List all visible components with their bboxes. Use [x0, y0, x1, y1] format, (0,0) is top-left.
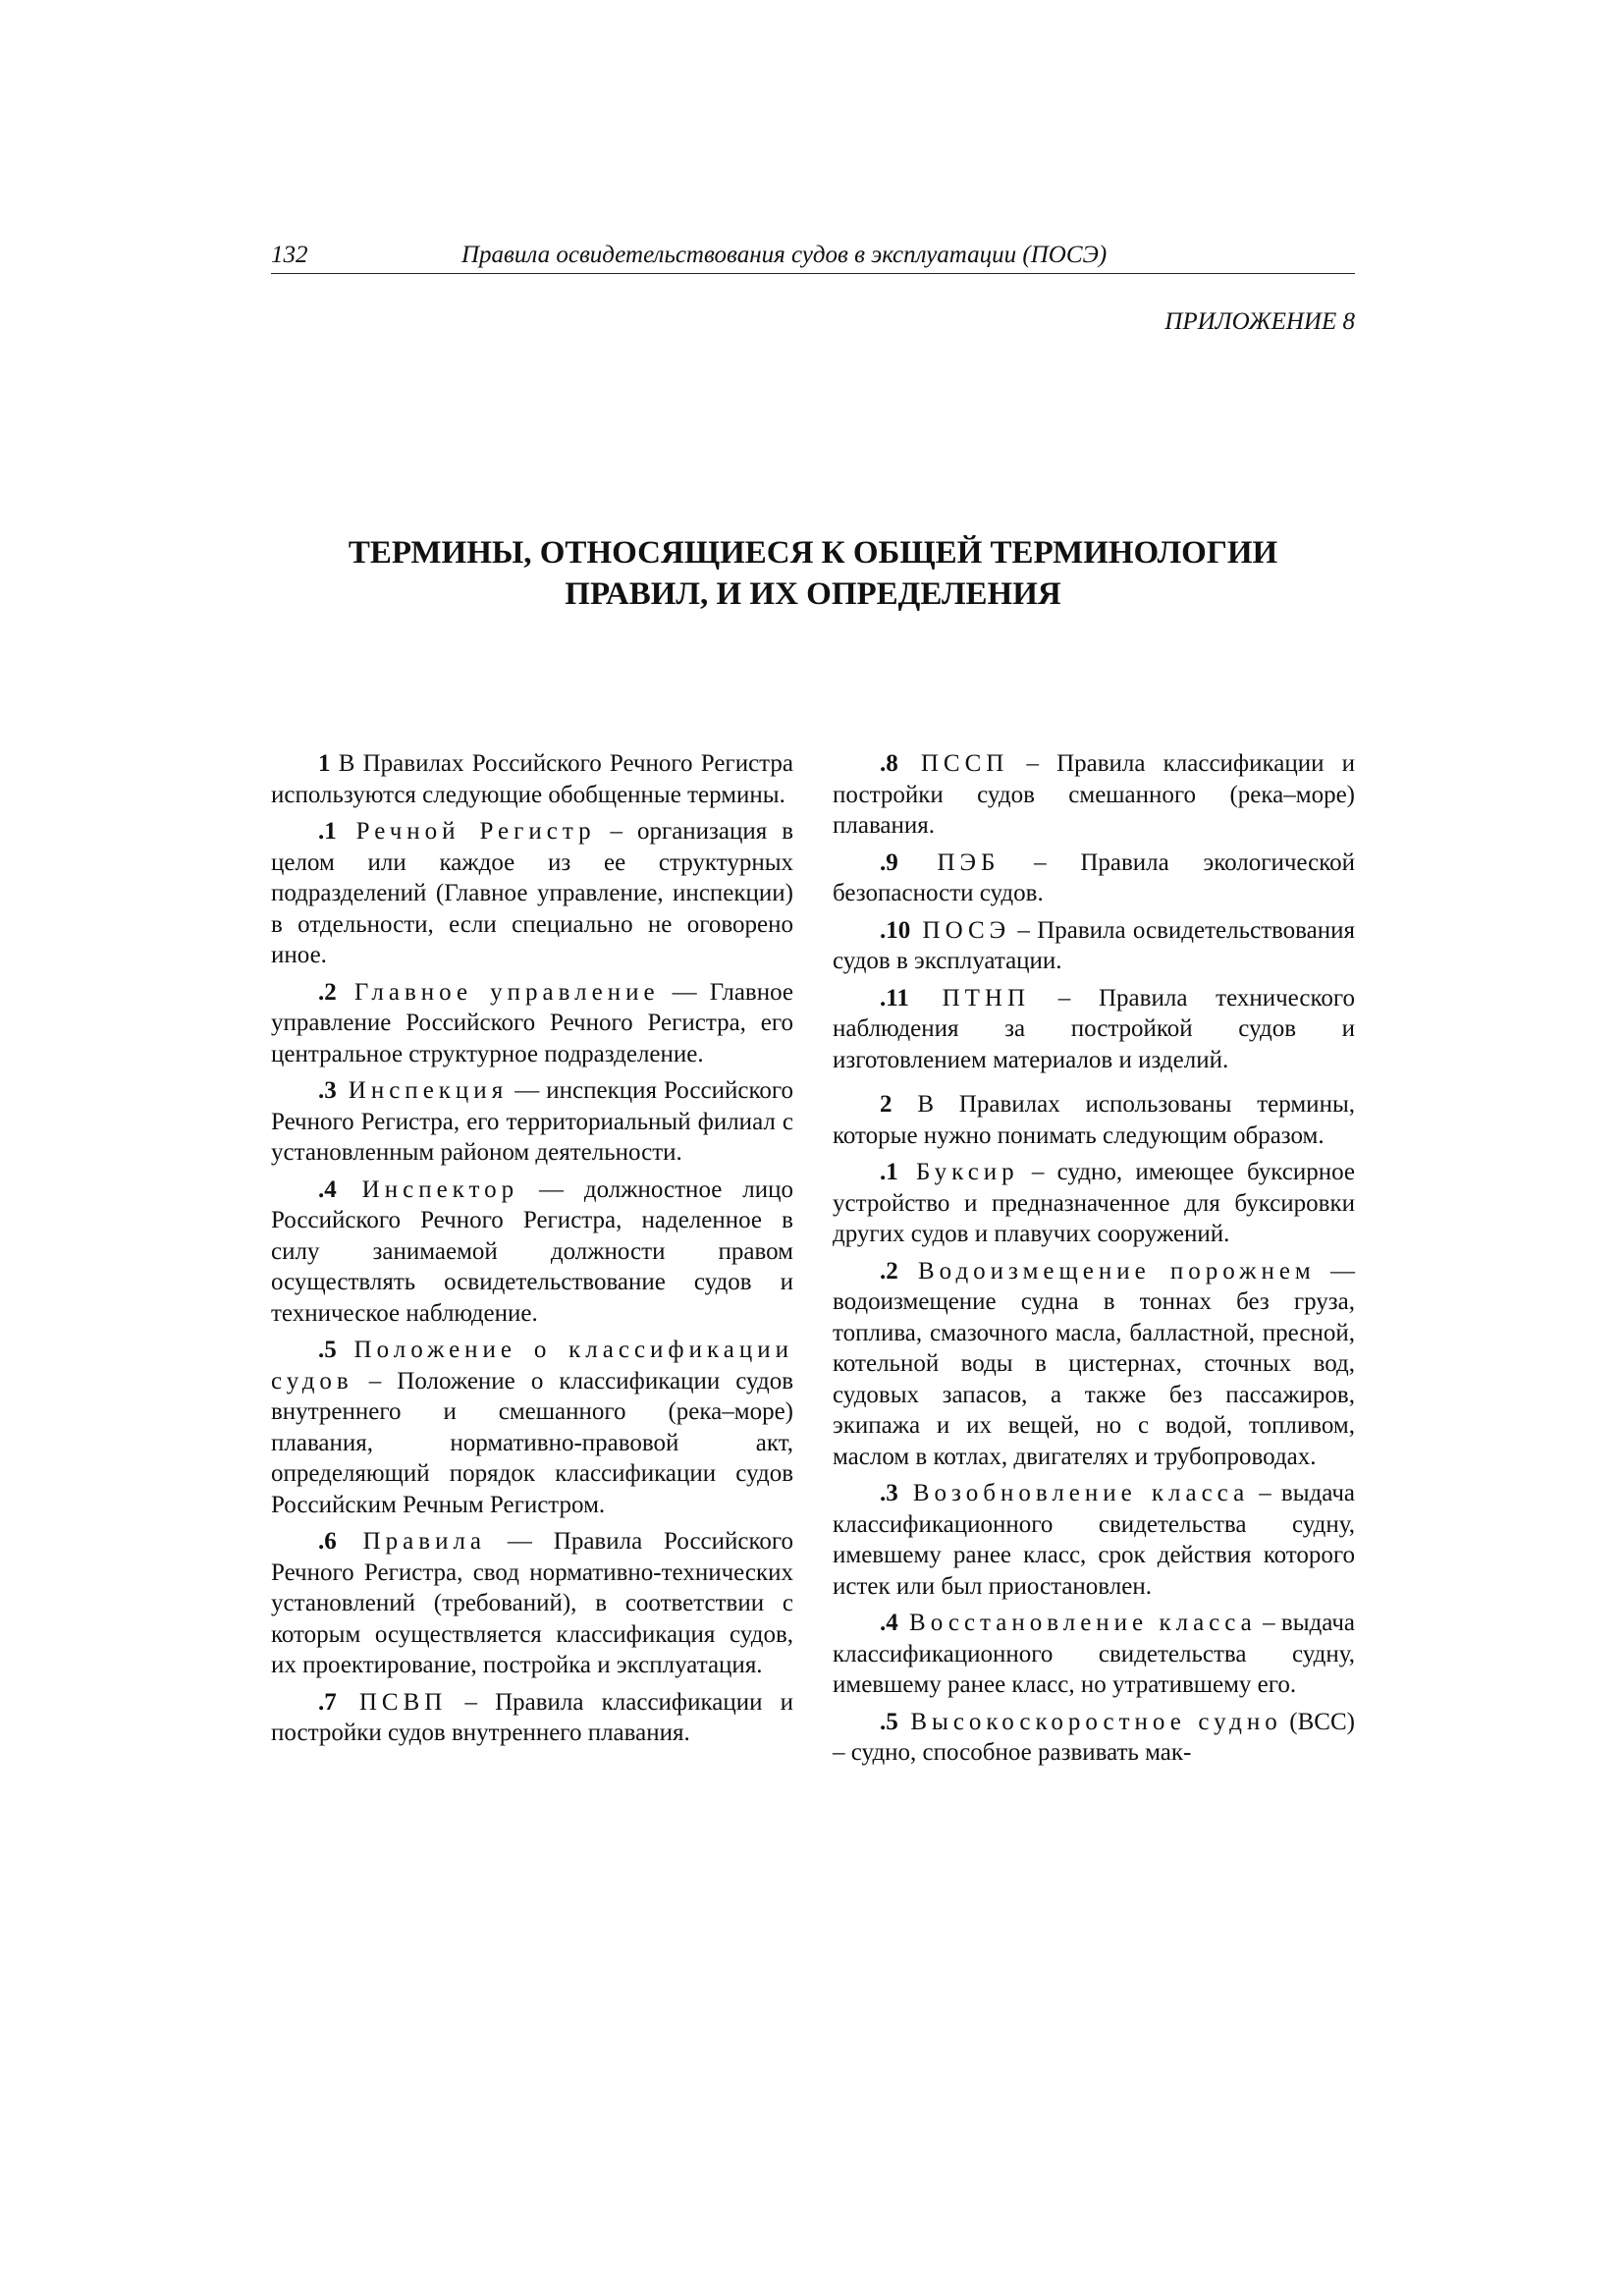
term-definition: – организация в целом или каждое из ее структурных подразделений (Главное управление, инспекции) в отдельности, если специально не оговорено иное. — [271, 818, 794, 968]
term-name: Положение о классификации судов — [271, 1337, 793, 1394]
term-definition: – Правила классификации и постройки судов внутреннего плавания. — [271, 1688, 793, 1746]
left-column — [271, 748, 793, 1755]
term-name: Правила — [336, 1528, 487, 1555]
term-definition: (ВСС) – судно, способное развивать мак- — [833, 1708, 1355, 1766]
term-definition: — Правила Российского Речного Регистра, свод нормативно-технических установлений (требований), в соответствии с которым осуществляется классификация судов, их проектирование, постройка и эксплуатация. — [271, 1528, 793, 1678]
item-number: .4 — [880, 1610, 898, 1636]
term-definition: – Правила технического наблюдения за постройкой судов и изготовлением материалов и изделий. — [833, 984, 1355, 1073]
term-name: ПССП — [897, 750, 1009, 777]
term-definition: – выдача классификационного свидетельства судну, имевшему ранее класс, срок действия которого истек или был приостановлен. — [833, 1480, 1355, 1600]
term-paragraph — [833, 1707, 1355, 1769]
term-definition: – выдача классификационного свидетельства судну, имевшему ранее класс, но утратившему его. — [833, 1610, 1355, 1698]
term-definition: В Правилах Российского Речного Регистра используются следующие обобщенные термины. — [271, 750, 793, 808]
item-number: .10 — [880, 916, 911, 944]
section-paragraph — [833, 1089, 1355, 1151]
term-definition: – Правила классификации и постройки судов смешанного (река–море) плавания. — [833, 750, 1355, 839]
term-paragraph — [833, 915, 1355, 977]
term-name: Восстановление класса — [897, 1610, 1257, 1636]
term-name: Возобновление класса — [897, 1480, 1250, 1506]
item-number: .1 — [318, 818, 337, 845]
item-number: .1 — [880, 1159, 898, 1185]
item-number: .7 — [318, 1688, 337, 1716]
document-title-line-2: ПРАВИЛ, И ИХ ОПРЕДЕЛЕНИЯ — [565, 576, 1061, 612]
document-title — [271, 532, 1355, 615]
term-name: Инспектор — [336, 1175, 519, 1203]
item-number: 2 — [880, 1091, 893, 1118]
term-paragraph — [271, 1075, 793, 1169]
term-paragraph — [271, 1175, 793, 1330]
term-definition: – Правила освидетельствования судов в эксплуатации. — [833, 916, 1355, 974]
item-number: .6 — [318, 1528, 337, 1555]
item-number: .8 — [880, 750, 898, 777]
term-paragraph — [271, 816, 793, 971]
term-name: Речной Регистр — [336, 818, 596, 845]
term-paragraph — [833, 1608, 1355, 1701]
running-title: Правила освидетельствования судов в эксплуатации (ПОСЭ) — [461, 242, 1108, 268]
item-number: .5 — [880, 1708, 898, 1735]
running-header — [271, 240, 1355, 274]
term-name: ПТНП — [908, 984, 1031, 1011]
item-number: 1 — [318, 750, 331, 777]
term-definition: — должностное лицо Российского Речного Регистра, наделенное в силу занимаемой должности правом осуществлять освидетельствование судов и техническое наблюдение. — [271, 1175, 793, 1327]
term-name: Инспекция — [336, 1077, 509, 1104]
term-paragraph — [271, 1687, 793, 1749]
term-name: ПСВП — [336, 1688, 448, 1716]
term-name: ПЭБ — [897, 848, 1001, 876]
term-paragraph — [833, 748, 1355, 842]
appendix-label: ПРИЛОЖЕНИЕ 8 — [1164, 308, 1355, 335]
term-paragraph — [833, 847, 1355, 909]
item-number: .11 — [880, 984, 909, 1011]
page-number: 132 — [271, 242, 308, 268]
term-definition: — Главное управление Российского Речного Регистра, его центральное структурное подразделение. — [271, 978, 793, 1067]
item-number: .3 — [880, 1480, 898, 1506]
term-name: Главное управление — [336, 978, 660, 1006]
term-paragraph — [271, 1526, 793, 1681]
term-name: ПОСЭ — [910, 916, 1011, 944]
term-paragraph — [833, 1157, 1355, 1250]
term-definition: – судно, имеющее буксирное устройство и предназначенное для буксировки других судов и плавучих сооружений. — [833, 1159, 1355, 1247]
term-paragraph — [833, 983, 1355, 1076]
term-name: Высокоскоростное судно — [897, 1708, 1282, 1735]
item-number: .3 — [318, 1077, 337, 1104]
item-number: .2 — [318, 978, 337, 1006]
term-definition: — инспекция Российского Речного Регистра, его территориальный филиал с установленным районом деятельности. — [271, 1077, 793, 1166]
term-definition: – Правила экологической безопасности судов. — [833, 848, 1355, 906]
term-name: Буксир — [897, 1159, 1019, 1185]
term-paragraph — [271, 748, 793, 810]
term-paragraph — [271, 1335, 793, 1520]
item-number: .2 — [880, 1257, 898, 1285]
term-name: Водоизмещение порожнем — [897, 1257, 1316, 1285]
item-number: .4 — [318, 1175, 337, 1203]
term-paragraph — [833, 1256, 1355, 1473]
term-paragraph — [833, 1478, 1355, 1602]
term-definition: – Положение о классификации судов внутреннего и смешанного (река–море) плавания, нормативно-правовой акт, определяющий порядок классификации судов Российским Речным Регистром. — [271, 1367, 793, 1518]
right-column — [833, 748, 1355, 1775]
term-definition: — водоизмещение судна в тоннах без груза, топлива, смазочного масла, балластной, пресной, котельной воды в цистернах, сточных вод, судовых запасов, а также без пассажиров, экипажа и их вещей, но с водой, топливом, маслом в котлах, двигателях и трубопроводах. — [833, 1257, 1355, 1470]
term-definition: В Правилах использованы термины, которые нужно понимать следующим образом. — [833, 1091, 1355, 1149]
item-number: .5 — [318, 1337, 337, 1363]
item-number: .9 — [880, 848, 898, 876]
term-paragraph — [271, 977, 793, 1070]
document-title-line-1: ТЕРМИНЫ, ОТНОСЯЩИЕСЯ К ОБЩЕЙ ТЕРМИНОЛОГИИ — [348, 535, 1278, 571]
